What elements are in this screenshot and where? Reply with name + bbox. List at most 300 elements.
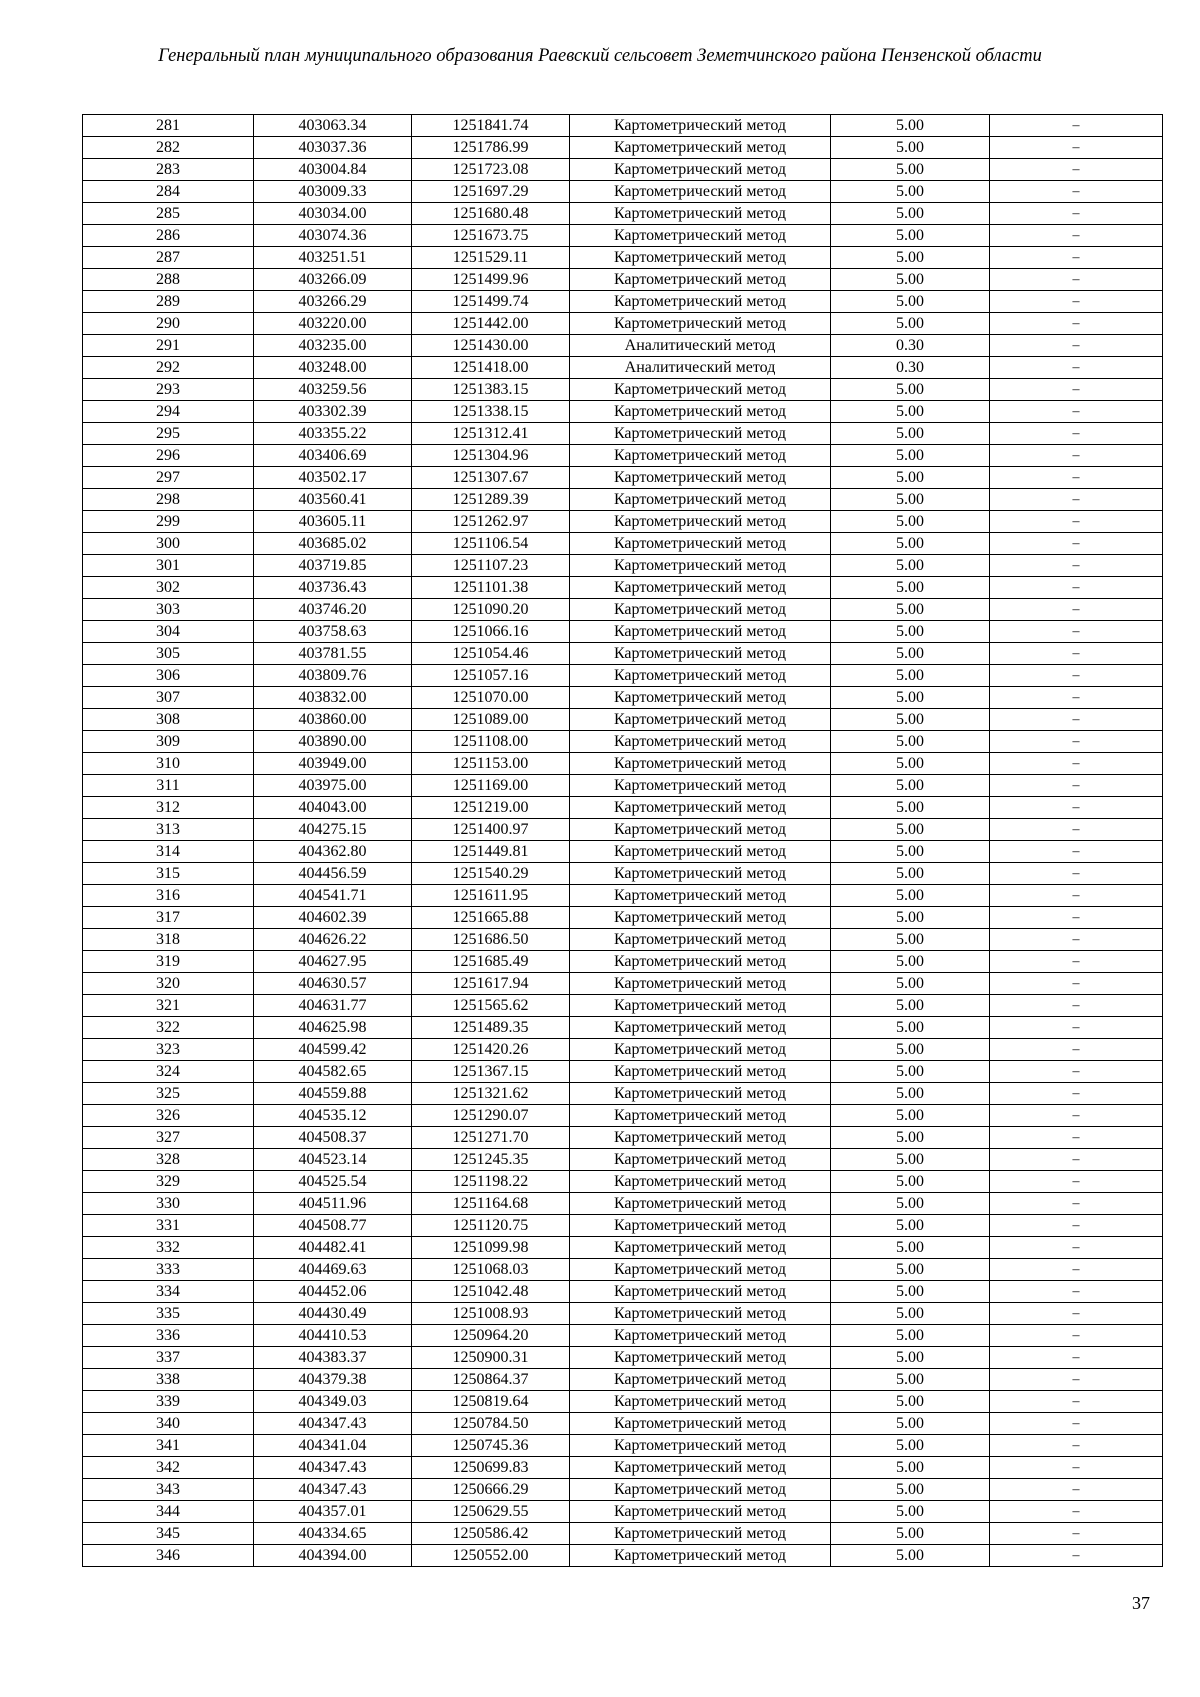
accuracy-cell: 5.00 <box>831 687 990 709</box>
note-cell: – <box>990 995 1163 1017</box>
x-coordinate-cell: 404631.77 <box>254 995 412 1017</box>
x-coordinate-cell: 403758.63 <box>254 621 412 643</box>
accuracy-cell: 5.00 <box>831 709 990 731</box>
note-cell: – <box>990 1457 1163 1479</box>
accuracy-cell: 5.00 <box>831 511 990 533</box>
note-cell: – <box>990 401 1163 423</box>
point-number-cell: 315 <box>83 863 254 885</box>
y-coordinate-cell: 1251540.29 <box>412 863 570 885</box>
accuracy-cell: 5.00 <box>831 599 990 621</box>
table-row <box>83 159 1163 181</box>
y-coordinate-cell: 1251089.00 <box>412 709 570 731</box>
x-coordinate-cell: 404599.42 <box>254 1039 412 1061</box>
y-coordinate-cell: 1251153.00 <box>412 753 570 775</box>
x-coordinate-cell: 404602.39 <box>254 907 412 929</box>
point-number-cell: 295 <box>83 423 254 445</box>
point-number-cell: 302 <box>83 577 254 599</box>
table-row <box>83 1501 1163 1523</box>
point-number-cell: 331 <box>83 1215 254 1237</box>
accuracy-cell: 5.00 <box>831 225 990 247</box>
y-coordinate-cell: 1251841.74 <box>412 115 570 137</box>
note-cell: – <box>990 775 1163 797</box>
x-coordinate-cell: 404043.00 <box>254 797 412 819</box>
x-coordinate-cell: 404394.00 <box>254 1545 412 1567</box>
method-cell: Картометрический метод <box>570 1171 831 1193</box>
y-coordinate-cell: 1251057.16 <box>412 665 570 687</box>
method-cell: Картометрический метод <box>570 1193 831 1215</box>
method-cell: Картометрический метод <box>570 1281 831 1303</box>
note-cell: – <box>990 929 1163 951</box>
accuracy-cell: 5.00 <box>831 1215 990 1237</box>
x-coordinate-cell: 404469.63 <box>254 1259 412 1281</box>
accuracy-cell: 5.00 <box>831 1149 990 1171</box>
note-cell: – <box>990 313 1163 335</box>
method-cell: Картометрический метод <box>570 159 831 181</box>
point-number-cell: 332 <box>83 1237 254 1259</box>
table-row <box>83 951 1163 973</box>
table-row <box>83 1237 1163 1259</box>
x-coordinate-cell: 403034.00 <box>254 203 412 225</box>
method-cell: Картометрический метод <box>570 577 831 599</box>
x-coordinate-cell: 404452.06 <box>254 1281 412 1303</box>
accuracy-cell: 5.00 <box>831 577 990 599</box>
x-coordinate-cell: 404582.65 <box>254 1061 412 1083</box>
accuracy-cell: 5.00 <box>831 1325 990 1347</box>
point-number-cell: 287 <box>83 247 254 269</box>
point-number-cell: 324 <box>83 1061 254 1083</box>
point-number-cell: 292 <box>83 357 254 379</box>
y-coordinate-cell: 1251420.26 <box>412 1039 570 1061</box>
x-coordinate-cell: 404508.77 <box>254 1215 412 1237</box>
table-row <box>83 1369 1163 1391</box>
accuracy-cell: 5.00 <box>831 203 990 225</box>
y-coordinate-cell: 1250900.31 <box>412 1347 570 1369</box>
table-row <box>83 225 1163 247</box>
x-coordinate-cell: 404627.95 <box>254 951 412 973</box>
x-coordinate-cell: 403860.00 <box>254 709 412 731</box>
table-row <box>83 533 1163 555</box>
table-row <box>83 1303 1163 1325</box>
note-cell: – <box>990 1523 1163 1545</box>
table-row <box>83 1171 1163 1193</box>
point-number-cell: 281 <box>83 115 254 137</box>
method-cell: Картометрический метод <box>570 269 831 291</box>
table-row <box>83 885 1163 907</box>
x-coordinate-cell: 404630.57 <box>254 973 412 995</box>
note-cell: – <box>990 203 1163 225</box>
table-row <box>83 1127 1163 1149</box>
note-cell: – <box>990 1061 1163 1083</box>
point-number-cell: 340 <box>83 1413 254 1435</box>
point-number-cell: 314 <box>83 841 254 863</box>
note-cell: – <box>990 269 1163 291</box>
point-number-cell: 337 <box>83 1347 254 1369</box>
method-cell: Картометрический метод <box>570 1457 831 1479</box>
x-coordinate-cell: 403685.02 <box>254 533 412 555</box>
method-cell: Картометрический метод <box>570 511 831 533</box>
note-cell: – <box>990 445 1163 467</box>
note-cell: – <box>990 137 1163 159</box>
table-row <box>83 995 1163 1017</box>
x-coordinate-cell: 404379.38 <box>254 1369 412 1391</box>
table-row <box>83 643 1163 665</box>
y-coordinate-cell: 1251307.67 <box>412 467 570 489</box>
y-coordinate-cell: 1250784.50 <box>412 1413 570 1435</box>
table-row <box>83 1457 1163 1479</box>
point-number-cell: 301 <box>83 555 254 577</box>
accuracy-cell: 5.00 <box>831 379 990 401</box>
accuracy-cell: 5.00 <box>831 533 990 555</box>
x-coordinate-cell: 403266.09 <box>254 269 412 291</box>
method-cell: Картометрический метод <box>570 1303 831 1325</box>
y-coordinate-cell: 1251066.16 <box>412 621 570 643</box>
method-cell: Картометрический метод <box>570 379 831 401</box>
note-cell: – <box>990 753 1163 775</box>
note-cell: – <box>990 599 1163 621</box>
method-cell: Картометрический метод <box>570 1391 831 1413</box>
note-cell: – <box>990 819 1163 841</box>
note-cell: – <box>990 291 1163 313</box>
table-row <box>83 1347 1163 1369</box>
point-number-cell: 303 <box>83 599 254 621</box>
x-coordinate-cell: 403009.33 <box>254 181 412 203</box>
x-coordinate-cell: 403355.22 <box>254 423 412 445</box>
y-coordinate-cell: 1251271.70 <box>412 1127 570 1149</box>
y-coordinate-cell: 1250699.83 <box>412 1457 570 1479</box>
note-cell: – <box>990 1083 1163 1105</box>
point-number-cell: 313 <box>83 819 254 841</box>
x-coordinate-cell: 404347.43 <box>254 1457 412 1479</box>
point-number-cell: 286 <box>83 225 254 247</box>
accuracy-cell: 5.00 <box>831 1237 990 1259</box>
method-cell: Картометрический метод <box>570 621 831 643</box>
table-row <box>83 1523 1163 1545</box>
x-coordinate-cell: 403074.36 <box>254 225 412 247</box>
y-coordinate-cell: 1251008.93 <box>412 1303 570 1325</box>
table-row <box>83 1259 1163 1281</box>
point-number-cell: 327 <box>83 1127 254 1149</box>
note-cell: – <box>990 621 1163 643</box>
note-cell: – <box>990 1303 1163 1325</box>
accuracy-cell: 5.00 <box>831 1369 990 1391</box>
point-number-cell: 316 <box>83 885 254 907</box>
accuracy-cell: 5.00 <box>831 885 990 907</box>
point-number-cell: 325 <box>83 1083 254 1105</box>
point-number-cell: 290 <box>83 313 254 335</box>
table-row <box>83 445 1163 467</box>
x-coordinate-cell: 404625.98 <box>254 1017 412 1039</box>
method-cell: Картометрический метод <box>570 1435 831 1457</box>
point-number-cell: 284 <box>83 181 254 203</box>
point-number-cell: 293 <box>83 379 254 401</box>
table-row <box>83 841 1163 863</box>
table-row <box>83 489 1163 511</box>
accuracy-cell: 5.00 <box>831 247 990 269</box>
x-coordinate-cell: 403736.43 <box>254 577 412 599</box>
point-number-cell: 320 <box>83 973 254 995</box>
table-row <box>83 1149 1163 1171</box>
y-coordinate-cell: 1251338.15 <box>412 401 570 423</box>
point-number-cell: 299 <box>83 511 254 533</box>
y-coordinate-cell: 1251198.22 <box>412 1171 570 1193</box>
point-number-cell: 304 <box>83 621 254 643</box>
method-cell: Картометрический метод <box>570 731 831 753</box>
x-coordinate-cell: 403560.41 <box>254 489 412 511</box>
method-cell: Картометрический метод <box>570 1105 831 1127</box>
x-coordinate-cell: 404357.01 <box>254 1501 412 1523</box>
table-row <box>83 1479 1163 1501</box>
x-coordinate-cell: 404349.03 <box>254 1391 412 1413</box>
note-cell: – <box>990 951 1163 973</box>
y-coordinate-cell: 1251101.38 <box>412 577 570 599</box>
accuracy-cell: 5.00 <box>831 467 990 489</box>
accuracy-cell: 5.00 <box>831 753 990 775</box>
accuracy-cell: 5.00 <box>831 1523 990 1545</box>
y-coordinate-cell: 1251673.75 <box>412 225 570 247</box>
table-row <box>83 665 1163 687</box>
point-number-cell: 308 <box>83 709 254 731</box>
point-number-cell: 330 <box>83 1193 254 1215</box>
x-coordinate-cell: 404626.22 <box>254 929 412 951</box>
method-cell: Картометрический метод <box>570 423 831 445</box>
x-coordinate-cell: 403251.51 <box>254 247 412 269</box>
method-cell: Картометрический метод <box>570 137 831 159</box>
point-number-cell: 346 <box>83 1545 254 1567</box>
x-coordinate-cell: 404525.54 <box>254 1171 412 1193</box>
point-number-cell: 311 <box>83 775 254 797</box>
y-coordinate-cell: 1251499.74 <box>412 291 570 313</box>
table-row <box>83 1215 1163 1237</box>
method-cell: Картометрический метод <box>570 247 831 269</box>
x-coordinate-cell: 403004.84 <box>254 159 412 181</box>
x-coordinate-cell: 403746.20 <box>254 599 412 621</box>
page-number: 37 <box>1132 1593 1150 1613</box>
table-row <box>83 1083 1163 1105</box>
method-cell: Картометрический метод <box>570 313 831 335</box>
y-coordinate-cell: 1250586.42 <box>412 1523 570 1545</box>
point-number-cell: 296 <box>83 445 254 467</box>
table-row <box>83 753 1163 775</box>
note-cell: – <box>990 159 1163 181</box>
table-row <box>83 115 1163 137</box>
table-row <box>83 577 1163 599</box>
table-row <box>83 687 1163 709</box>
note-cell: – <box>990 489 1163 511</box>
y-coordinate-cell: 1251686.50 <box>412 929 570 951</box>
y-coordinate-cell: 1250552.00 <box>412 1545 570 1567</box>
accuracy-cell: 5.00 <box>831 1303 990 1325</box>
table-row <box>83 863 1163 885</box>
method-cell: Картометрический метод <box>570 181 831 203</box>
note-cell: – <box>990 1545 1163 1567</box>
y-coordinate-cell: 1251499.96 <box>412 269 570 291</box>
point-number-cell: 306 <box>83 665 254 687</box>
table-row <box>83 731 1163 753</box>
y-coordinate-cell: 1251449.81 <box>412 841 570 863</box>
y-coordinate-cell: 1251169.00 <box>412 775 570 797</box>
table-row <box>83 907 1163 929</box>
y-coordinate-cell: 1251070.00 <box>412 687 570 709</box>
accuracy-cell: 5.00 <box>831 621 990 643</box>
note-cell: – <box>990 1127 1163 1149</box>
accuracy-cell: 5.00 <box>831 973 990 995</box>
note-cell: – <box>990 1391 1163 1413</box>
y-coordinate-cell: 1251418.00 <box>412 357 570 379</box>
method-cell: Картометрический метод <box>570 445 831 467</box>
point-number-cell: 336 <box>83 1325 254 1347</box>
accuracy-cell: 5.00 <box>831 1501 990 1523</box>
point-number-cell: 339 <box>83 1391 254 1413</box>
x-coordinate-cell: 404347.43 <box>254 1479 412 1501</box>
note-cell: – <box>990 181 1163 203</box>
point-number-cell: 283 <box>83 159 254 181</box>
accuracy-cell: 5.00 <box>831 929 990 951</box>
point-number-cell: 305 <box>83 643 254 665</box>
point-number-cell: 300 <box>83 533 254 555</box>
point-number-cell: 312 <box>83 797 254 819</box>
x-coordinate-cell: 404456.59 <box>254 863 412 885</box>
note-cell: – <box>990 841 1163 863</box>
method-cell: Картометрический метод <box>570 489 831 511</box>
x-coordinate-cell: 403949.00 <box>254 753 412 775</box>
point-number-cell: 341 <box>83 1435 254 1457</box>
table-row <box>83 137 1163 159</box>
method-cell: Картометрический метод <box>570 797 831 819</box>
note-cell: – <box>990 1259 1163 1281</box>
note-cell: – <box>990 533 1163 555</box>
accuracy-cell: 5.00 <box>831 159 990 181</box>
y-coordinate-cell: 1251106.54 <box>412 533 570 555</box>
note-cell: – <box>990 973 1163 995</box>
table-row <box>83 379 1163 401</box>
method-cell: Картометрический метод <box>570 863 831 885</box>
accuracy-cell: 5.00 <box>831 401 990 423</box>
method-cell: Картометрический метод <box>570 599 831 621</box>
point-number-cell: 345 <box>83 1523 254 1545</box>
method-cell: Аналитический метод <box>570 335 831 357</box>
point-number-cell: 323 <box>83 1039 254 1061</box>
note-cell: – <box>990 863 1163 885</box>
method-cell: Картометрический метод <box>570 1479 831 1501</box>
accuracy-cell: 5.00 <box>831 951 990 973</box>
method-cell: Картометрический метод <box>570 1523 831 1545</box>
x-coordinate-cell: 404482.41 <box>254 1237 412 1259</box>
method-cell: Картометрический метод <box>570 665 831 687</box>
point-number-cell: 318 <box>83 929 254 951</box>
y-coordinate-cell: 1251262.97 <box>412 511 570 533</box>
x-coordinate-cell: 404508.37 <box>254 1127 412 1149</box>
method-cell: Картометрический метод <box>570 995 831 1017</box>
y-coordinate-cell: 1251665.88 <box>412 907 570 929</box>
method-cell: Картометрический метод <box>570 1545 831 1567</box>
method-cell: Картометрический метод <box>570 1369 831 1391</box>
accuracy-cell: 5.00 <box>831 819 990 841</box>
method-cell: Картометрический метод <box>570 533 831 555</box>
method-cell: Картометрический метод <box>570 1259 831 1281</box>
x-coordinate-cell: 404559.88 <box>254 1083 412 1105</box>
table-row <box>83 423 1163 445</box>
y-coordinate-cell: 1251430.00 <box>412 335 570 357</box>
accuracy-cell: 5.00 <box>831 423 990 445</box>
y-coordinate-cell: 1251786.99 <box>412 137 570 159</box>
point-number-cell: 298 <box>83 489 254 511</box>
note-cell: – <box>990 1325 1163 1347</box>
accuracy-cell: 5.00 <box>831 1017 990 1039</box>
y-coordinate-cell: 1250819.64 <box>412 1391 570 1413</box>
accuracy-cell: 5.00 <box>831 797 990 819</box>
accuracy-cell: 5.00 <box>831 731 990 753</box>
method-cell: Картометрический метод <box>570 1127 831 1149</box>
note-cell: – <box>990 511 1163 533</box>
accuracy-cell: 5.00 <box>831 269 990 291</box>
point-number-cell: 288 <box>83 269 254 291</box>
page-header: Генеральный план муниципального образования Раевский сельсовет Земетчинского района Пензенской области <box>158 46 1042 66</box>
point-number-cell: 289 <box>83 291 254 313</box>
y-coordinate-cell: 1250666.29 <box>412 1479 570 1501</box>
table-row <box>83 929 1163 951</box>
method-cell: Картометрический метод <box>570 1501 831 1523</box>
point-number-cell: 291 <box>83 335 254 357</box>
coordinates-table <box>82 114 1163 1567</box>
x-coordinate-cell: 403037.36 <box>254 137 412 159</box>
point-number-cell: 344 <box>83 1501 254 1523</box>
point-number-cell: 307 <box>83 687 254 709</box>
accuracy-cell: 5.00 <box>831 1545 990 1567</box>
method-cell: Картометрический метод <box>570 555 831 577</box>
accuracy-cell: 0.30 <box>831 357 990 379</box>
x-coordinate-cell: 403719.85 <box>254 555 412 577</box>
table-row <box>83 1545 1163 1567</box>
accuracy-cell: 5.00 <box>831 643 990 665</box>
note-cell: – <box>990 1039 1163 1061</box>
accuracy-cell: 5.00 <box>831 1281 990 1303</box>
accuracy-cell: 5.00 <box>831 1457 990 1479</box>
note-cell: – <box>990 1017 1163 1039</box>
accuracy-cell: 5.00 <box>831 841 990 863</box>
y-coordinate-cell: 1251529.11 <box>412 247 570 269</box>
y-coordinate-cell: 1251367.15 <box>412 1061 570 1083</box>
point-number-cell: 285 <box>83 203 254 225</box>
note-cell: – <box>990 665 1163 687</box>
table-row <box>83 291 1163 313</box>
table-row <box>83 621 1163 643</box>
table-row <box>83 1391 1163 1413</box>
accuracy-cell: 5.00 <box>831 995 990 1017</box>
note-cell: – <box>990 1281 1163 1303</box>
y-coordinate-cell: 1251054.46 <box>412 643 570 665</box>
accuracy-cell: 5.00 <box>831 1435 990 1457</box>
point-number-cell: 282 <box>83 137 254 159</box>
method-cell: Картометрический метод <box>570 929 831 951</box>
y-coordinate-cell: 1251120.75 <box>412 1215 570 1237</box>
accuracy-cell: 5.00 <box>831 313 990 335</box>
y-coordinate-cell: 1251321.62 <box>412 1083 570 1105</box>
note-cell: – <box>990 1237 1163 1259</box>
method-cell: Картометрический метод <box>570 819 831 841</box>
table-row <box>83 247 1163 269</box>
table-row <box>83 1039 1163 1061</box>
y-coordinate-cell: 1251107.23 <box>412 555 570 577</box>
accuracy-cell: 5.00 <box>831 445 990 467</box>
y-coordinate-cell: 1251108.00 <box>412 731 570 753</box>
method-cell: Картометрический метод <box>570 687 831 709</box>
table-row <box>83 467 1163 489</box>
point-number-cell: 294 <box>83 401 254 423</box>
method-cell: Картометрический метод <box>570 225 831 247</box>
point-number-cell: 309 <box>83 731 254 753</box>
x-coordinate-cell: 404410.53 <box>254 1325 412 1347</box>
table-row <box>83 203 1163 225</box>
